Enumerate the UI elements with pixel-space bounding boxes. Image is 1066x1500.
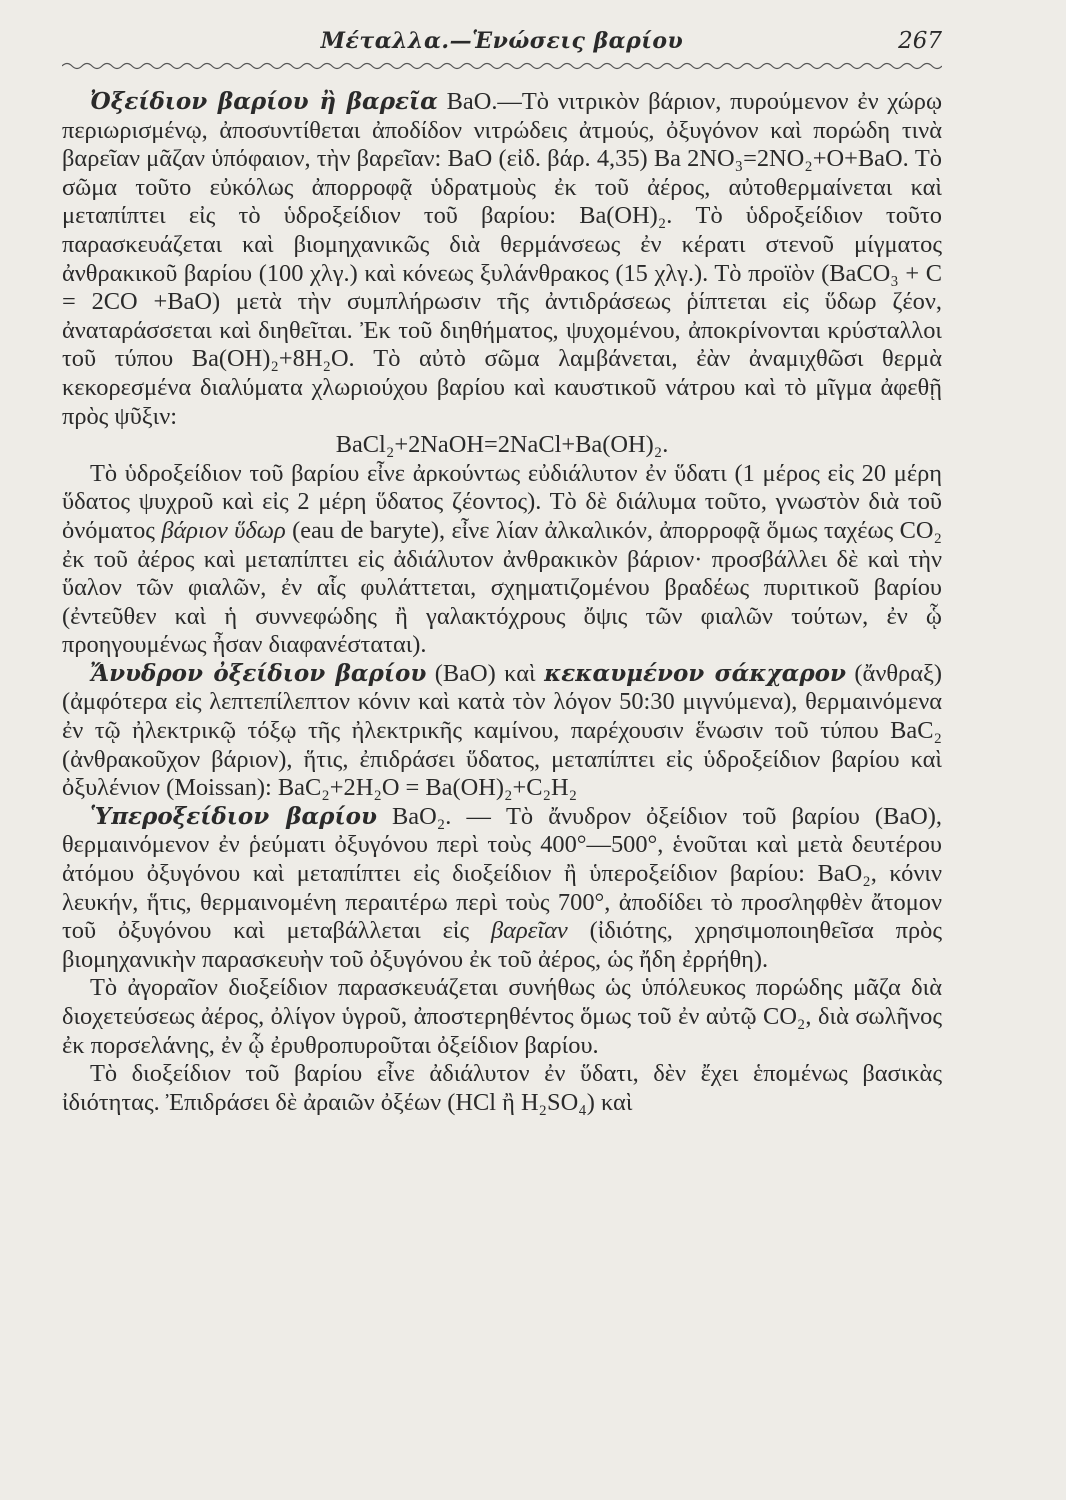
text-segment: BaCl₂+2NaOH=2NaCl+Ba(OH)₂. xyxy=(335,431,669,459)
paragraph xyxy=(62,660,942,803)
text-segment: (eau de baryte), εἶνε λίαν ἀλκαλικόν, ἀπορροφᾷ ὅμως ταχέως CO₂ ἐκ τοῦ ἀέρος καὶ μεταπίπτει εἰς ἀδιάλυτον ἀνθρακικὸν βάριον· προσβάλλει δὲ καὶ τὴν ὕαλον τῶν φιαλῶν, ἐν αἷς φυλάττεται, σχηματιζομένου βραδέως πυριτικοῦ βαρίου (ἐντεῦθεν καὶ ἡ συννεφώδης ἢ γαλακτόχρους ὄψις τῶν φιαλῶν τούτων, ἐν ᾧ προηγουμένως ἦσαν διαφανέσταται). xyxy=(62,516,942,659)
wavy-header-rule xyxy=(62,60,942,72)
text-segment: BaO.—Τὸ νιτρικὸν βάριον, πυρούμενον ἐν χώρῳ περιωρισμένῳ, ἀποσυντίθεται ἀποδίδον νιτρώδεις ἀτμούς, ὀξυγόνον καὶ πορώδη τινὰ βαρεῖαν μᾶζαν ὑπόφαιον, τὴν βαρεῖαν: BaO (εἰδ. βάρ. 4,35) Ba 2NO₃=2NO₂+O+BaO. Τὸ σῶμα τοῦτο εὐκόλως ἀπορροφᾷ ὑδρατμοὺς ἐκ τοῦ ἀέρος, αὐτοθερμαίνεται καὶ μεταπίπτει εἰς τὸ ὑδροξείδιον τοῦ βαρίου: Ba(OH)₂. Τὸ ὑδροξείδιον τοῦτο παρασκευάζεται καὶ βιομηχανικῶς διὰ θερμάνσεως ἐν κέρατι στενοῦ μίγματος ἀνθρακικοῦ βαρίου (100 χλγ.) καὶ κόνεως ξυλάνθρακος (15 χλγ.). Τὸ προϊὸν (BaCO₃ + C = 2CO +BaO) μετὰ τὴν συμπλήρωσιν τῆς ἀντιδράσεως ῥίπτεται εἰς ὕδωρ ζέον, ἀναταράσσεται καὶ διηθεῖται. Ἐκ τοῦ διηθήματος, ψυχομένου, ἀποκρίνονται κρύσταλλοι τοῦ τύπου Ba(OH)₂+8H₂O. Τὸ αὐτὸ σῶμα λαμβάνεται, ἐὰν ἀναμιχθῶσι θερμὰ κεκορεσμένα διαλύματα χλωριούχου βαρίου καὶ καυστικοῦ νάτρου καὶ τὸ μῖγμα ἀφεθῇ πρὸς ψῦξιν: xyxy=(62,88,942,430)
text-segment: BaO₂. — Τὸ ἄνυδρον ὀξείδιον τοῦ βαρίου (BaO), θερμαινόμενον ἐν ῥεύματι ὀξυγόνου περὶ τοὺς 400°—500°, ἑνοῦται καὶ μετὰ δευτέρου ἀτόμου ὀξυγόνου καὶ μεταπίπτει εἰς διοξείδιον ἢ ὑπεροξείδιον βαρίου: BaO₂, κόνιν λευκήν, ἥτις, θερμαινομένη περαιτέρω περὶ τοὺς 700°, ἀποδίδει τὸ προσληφθὲν ἄτομον τοῦ ὀξυγόνου καὶ μεταβάλλεται εἰς xyxy=(62,802,942,945)
section-heading: Ἄνυδρον ὀξείδιον βαρίου xyxy=(90,659,427,687)
body-text xyxy=(62,88,942,1117)
text-segment: (ἄνθραξ) (ἀμφότερα εἰς λεπτεπίλεπτον κόνιν καὶ κατὰ τὸν λόγον 50:30 μιγνύμενα), θερμαινόμενα ἐν τῷ ἠλεκτρικῷ τόξῳ τῆς ἠλεκτρικῆς καμίνου, παρέχουσιν ἕνωσιν τοῦ τύπου BaC₂ (ἀνθρακοῦχον βάριον), ἥτις, ἐπιδράσει ὕδατος, μεταπίπτει εἰς ὑδροξείδιον βαρίου καὶ ὀξυλένιον (Moissan): BaC₂+2H₂O = Ba(OH)₂+C₂H₂ xyxy=(62,659,942,802)
equation xyxy=(62,431,942,460)
italic-term: βάριον ὕδωρ xyxy=(161,516,286,544)
paragraph xyxy=(62,460,942,660)
text-segment: (BaO) καὶ xyxy=(426,659,545,687)
text-segment: (ἰδιότης, χρησιμοποιηθεῖσα πρὸς βιομηχανικὴν παρασκευὴν τοῦ ὀξυγόνου ἐκ τοῦ ἀέρος, ὡς ἤδη ἐρρήθη). xyxy=(62,917,943,973)
section-heading: Ὑπεροξείδιον βαρίου xyxy=(90,802,377,830)
paragraph xyxy=(62,1060,942,1117)
text-segment: Τὸ διοξείδιον τοῦ βαρίου εἶνε ἀδιάλυτον ἐν ὕδατι, δὲν ἔχει ἑπομένως βασικὰς ἰδιότητας. Ἐπιδράσει δὲ ἀραιῶν ὀξέων (HCl ἢ H₂SO₄) καὶ xyxy=(62,1060,942,1116)
paragraph xyxy=(62,88,942,431)
page-header xyxy=(62,28,942,62)
text-segment: Τὸ ἀγοραῖον διοξείδιον παρασκευάζεται συνήθως ὡς ὑπόλευκος πορώδης μᾶζα διὰ διοχετεύσεως ἀέρος, ὀλίγον ὑγροῦ, ἀποστερηθέντος ὅμως τοῦ ἐν αὐτῷ CO₂, διὰ σωλῆνος ἐκ πορσελάνης, ἐν ᾧ ἐρυθροπυροῦται ὀξείδιον βαρίου. xyxy=(62,974,942,1059)
paragraph xyxy=(62,803,942,975)
page-number: 267 xyxy=(898,28,942,54)
text-segment: Τὸ ὑδροξείδιον τοῦ βαρίου εἶνε ἀρκούντως εὐδιάλυτον ἐν ὕδατι (1 μέρος εἰς 20 μέρη ὕδατος ψυχροῦ καὶ εἰς 2 μέρη ὕδατος ζέοντος). Τὸ δὲ διάλυμα τοῦτο, γνωστὸν διὰ τοῦ ὀνόματος xyxy=(62,459,942,544)
section-heading: Ὀξείδιον βαρίου ἢ βαρεῖα xyxy=(90,88,438,115)
running-title: Μέταλλα.—Ἑνώσεις βαρίου xyxy=(320,28,684,54)
section-heading: κεκαυμένον σάκχαρον xyxy=(544,659,846,687)
paragraph xyxy=(62,974,942,1060)
italic-term: βαρεῖαν xyxy=(491,917,568,945)
